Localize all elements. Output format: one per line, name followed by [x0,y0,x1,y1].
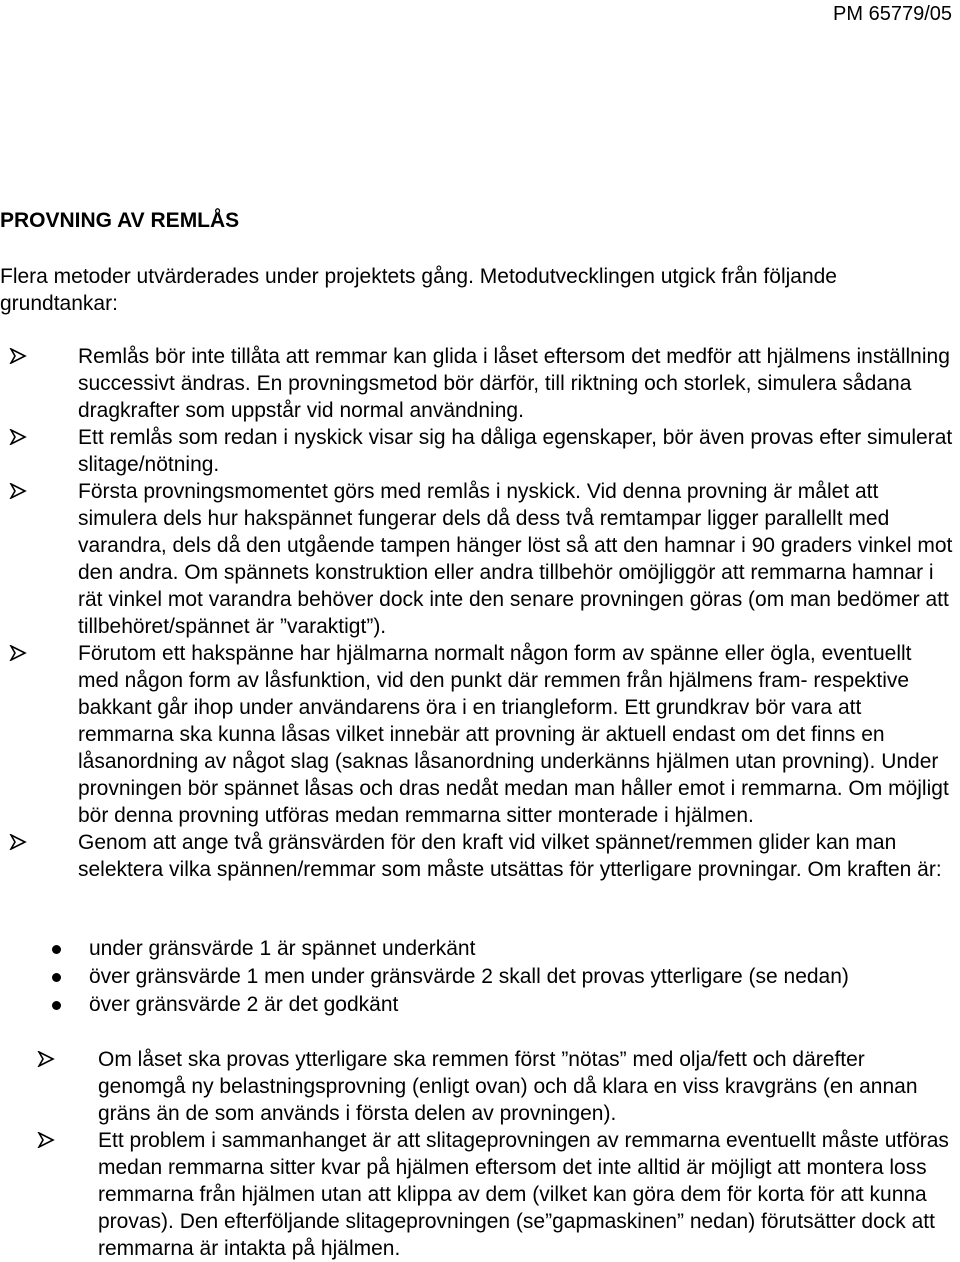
arrow-bullet-icon [37,1132,55,1148]
list-item-text: Genom att ange två gränsvärden för den kraft vid vilket spännet/remmen glider kan man selektera vilka spännen/remmar som måste utsättas för ytterligare provningar. Om kraften är: [78,831,942,881]
arrow-bullet-icon [9,348,27,364]
bullet-dot-icon [52,1001,61,1010]
list-item-text: under gränsvärde 1 är spännet underkänt [89,937,476,960]
arrow-bullet-icon [9,645,27,661]
list-item-text: Remlås bör inte tillåta att remmar kan glida i låset eftersom det medför att hjälmens inställning successivt ändras. En provningsmetod bör därför, till riktning och storlek, simulera sådana dragkrafter som uppstår vid normal användning. [78,345,950,422]
arrow-bullet-icon [9,834,27,850]
arrow-bullet-icon [9,483,27,499]
list-item-text: Ett remlås som redan i nyskick visar sig ha dåliga egenskaper, bör även provas efter simulerat slitage/nötning. [78,426,953,476]
list-item [0,1127,960,1262]
document-code: PM 65779/05 [833,3,952,25]
list-item [0,829,960,883]
list-item-text: Ett problem i sammanhanget är att slitageprovningen av remmarna eventuellt måste utföras medan remmarna sitter kvar på hjälmen eftersom det inte alltid är möjligt att montera loss remmarna från hjälmen utan att klippa av dem (vilket kan göra dem för korta för att kunna provas). Den efterföljande slitageprovningen (se”gapmaskinen” nedan) förutsätter dock att remmarna är intakta på hjälmen. [98,1129,949,1260]
arrow-bullet-icon [37,1051,55,1067]
list-item-text: Förutom ett hakspänne har hjälmarna normalt någon form av spänne eller ögla, eventuellt med någon form av låsfunktion, vid den punkt där remmen från hjälmens fram- respektive bakkant går ihop under användarens öra i en triangleform. Ett grundkrav bör vara att remmarna ska kunna låsas vilket innebär att provning är aktuell endast om det finns en låsanordning av något slag (saknas låsanordning underkänns hjälmen utan provning). Under provningen bör spännet låsas och dras nedåt medan man håller emot i remmarna. Om möjligt bör denna provning utföras medan remmarna sitter monterade i hjälmen. [78,642,949,827]
list-item [0,478,960,640]
arrow-bullet-icon [9,429,27,445]
list-item [0,640,960,829]
list-item [0,1046,960,1127]
list-item [0,343,960,424]
list-item [0,935,960,962]
criteria-bullet-list [0,935,960,1019]
list-item-text: över gränsvärde 2 är det godkänt [89,993,399,1016]
list-item-text: Om låset ska provas ytterligare ska remmen först ”nötas” med olja/fett och därefter genomgå ny belastningsprovning (enligt ovan) och då klara en viss kravgräns (en annan gräns än de som används i första delen av provningen). [98,1048,918,1125]
list-item-text: över gränsvärde 1 men under gränsvärde 2 skall det provas ytterligare (se nedan) [89,965,849,988]
intro-paragraph: Flera metoder utvärderades under projektets gång. Metodutvecklingen utgick från följande grundtankar: [0,265,837,315]
bullet-dot-icon [52,973,61,982]
arrow-list-secondary [0,1046,960,1262]
list-item-text: Första provningsmomentet görs med remlås i nyskick. Vid denna provning är målet att simulera dels hur hakspännet fungerar dels då dess två remtampar ligger parallellt med varandra, dels då den utgående tampen hänger löst så att den hamnar i 90 graders vinkel mot den andra. Om spännets konstruktion eller andra tillbehör omöjliggör att remmarna hamnar i rät vinkel mot varandra behöver dock inte den senare provningen göras (om man bedömer att tillbehöret/spännet är ”varaktigt”). [78,480,953,638]
list-item [0,424,960,478]
list-item [0,963,960,990]
arrow-list-primary [0,343,960,883]
list-item [0,991,960,1018]
section-title: PROVNING AV REMLÅS [0,209,240,232]
bullet-dot-icon [52,945,61,954]
